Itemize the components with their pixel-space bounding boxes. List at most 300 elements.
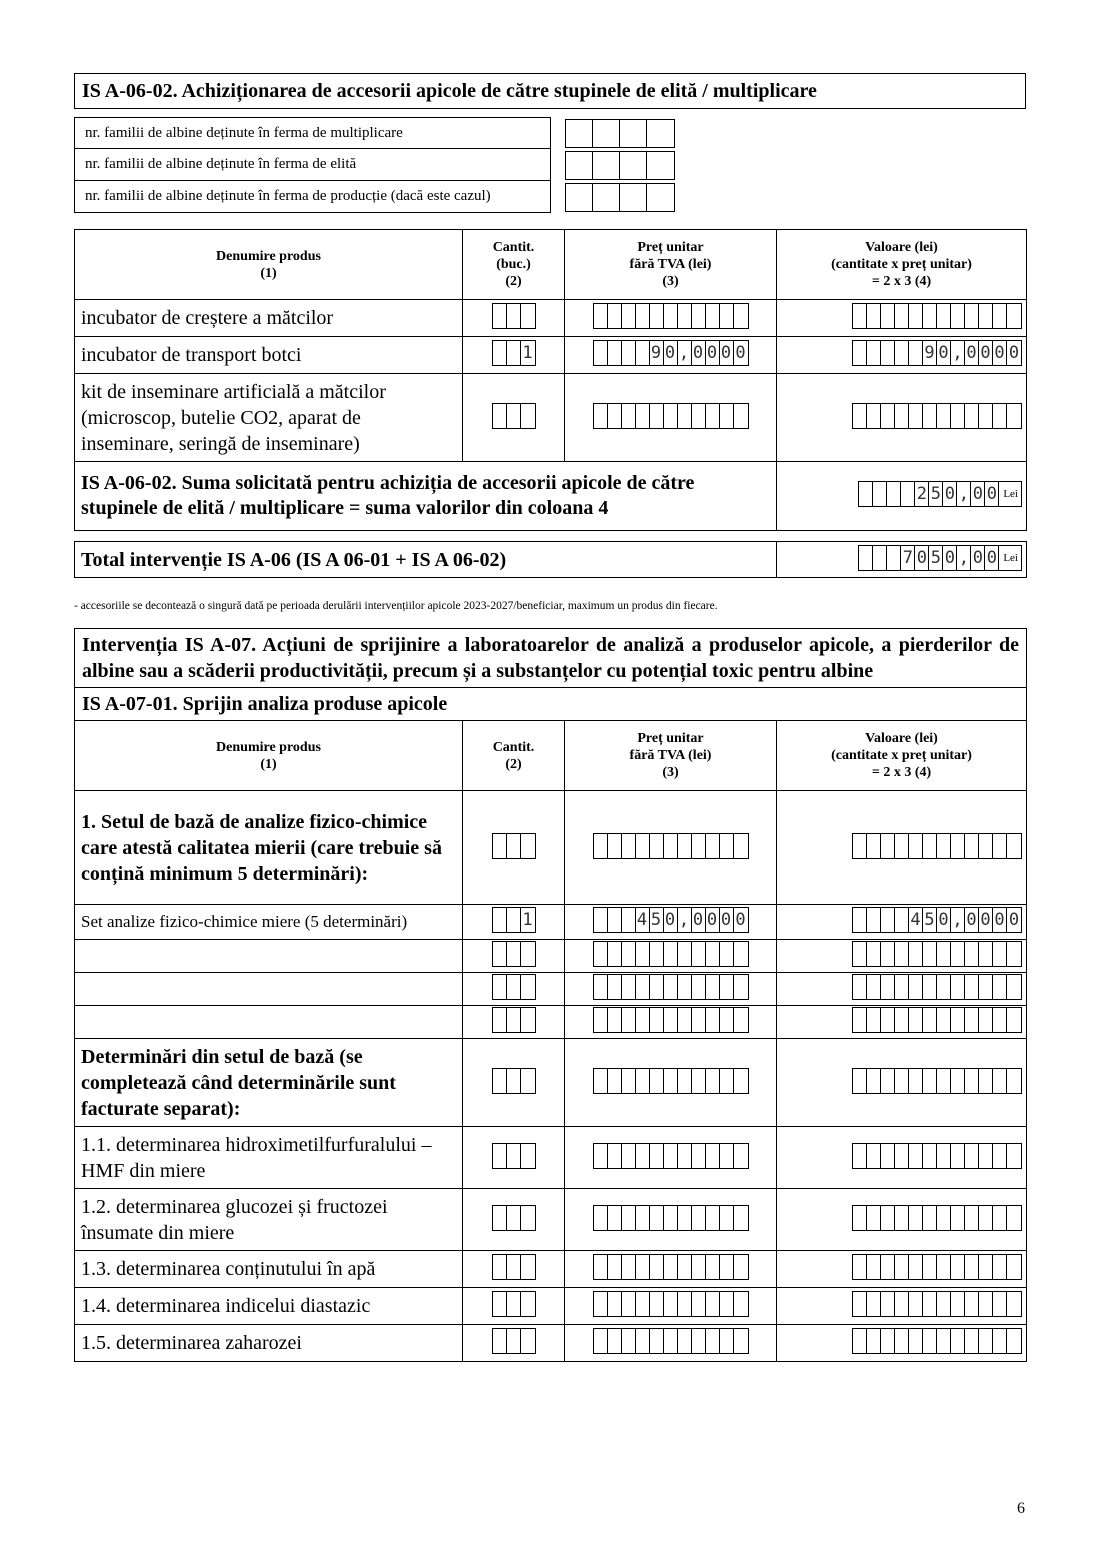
char-cell <box>692 1069 706 1093</box>
value-input[interactable] <box>852 1143 1022 1169</box>
char-cell <box>594 304 608 328</box>
value-cell <box>777 905 1027 940</box>
family-count-boxes <box>565 183 675 212</box>
char-cell: 5 <box>929 482 943 506</box>
char-cell <box>678 1255 692 1279</box>
char-cell <box>720 1008 734 1032</box>
char-cell <box>507 404 521 428</box>
char-cell <box>678 304 692 328</box>
product-name: incubator de transport botci <box>75 337 463 374</box>
char-cell <box>993 304 1007 328</box>
char-cell <box>622 1069 636 1093</box>
price-cell <box>565 1288 777 1325</box>
char-cell <box>937 1255 951 1279</box>
value-input[interactable] <box>852 941 1022 967</box>
table-a0602 <box>74 229 1027 531</box>
char-cell <box>1007 304 1021 328</box>
qty-cell <box>463 1251 565 1288</box>
char-cell <box>881 1292 895 1316</box>
char-cell <box>664 1329 678 1353</box>
char-cell <box>965 1008 979 1032</box>
char-cell <box>706 942 720 966</box>
total-table <box>74 541 1027 578</box>
char-cell <box>620 120 647 147</box>
char-cell <box>965 975 979 999</box>
char-cell <box>493 975 507 999</box>
qty-cell <box>463 905 565 940</box>
char-cell <box>873 482 887 506</box>
char-cell <box>720 1329 734 1353</box>
char-cell <box>692 1144 706 1168</box>
char-cell <box>678 834 692 858</box>
char-cell <box>734 304 748 328</box>
families-block <box>74 117 1026 213</box>
char-cell <box>678 1069 692 1093</box>
value-input[interactable] <box>852 403 1022 429</box>
product-name <box>75 1006 463 1039</box>
value-input[interactable] <box>852 907 1022 933</box>
char-cell <box>867 404 881 428</box>
price-cell <box>565 374 777 462</box>
char-cell <box>594 1144 608 1168</box>
char-cell <box>909 1292 923 1316</box>
char-cell: 0 <box>993 341 1007 365</box>
char-cell <box>622 1008 636 1032</box>
char-cell <box>923 942 937 966</box>
char-cell <box>493 404 507 428</box>
char-cell <box>706 1008 720 1032</box>
char-cell: 0 <box>965 908 979 932</box>
char-cell <box>493 1008 507 1032</box>
char-cell <box>895 404 909 428</box>
product-name: incubator de creștere a mătcilor <box>75 300 463 337</box>
char-cell <box>664 975 678 999</box>
char-cell <box>608 942 622 966</box>
char-cell <box>608 908 622 932</box>
char-cell <box>965 942 979 966</box>
qty-input[interactable] <box>492 1291 536 1317</box>
char-cell <box>636 341 650 365</box>
price-cell <box>565 1189 777 1251</box>
char-cell <box>979 942 993 966</box>
char-cell <box>622 304 636 328</box>
char-cell <box>608 834 622 858</box>
char-cell <box>895 1255 909 1279</box>
char-cell <box>493 304 507 328</box>
char-cell <box>636 1206 650 1230</box>
char-cell <box>622 1292 636 1316</box>
value-input[interactable] <box>852 1007 1022 1033</box>
char-cell <box>923 1206 937 1230</box>
price-input[interactable] <box>593 833 749 859</box>
char-cell <box>951 1144 965 1168</box>
section-a0701-subtitle: IS A-07-01. Sprijin analiza produse apicole <box>75 688 1027 721</box>
value-cell <box>777 940 1027 973</box>
price-cell <box>565 791 777 905</box>
header-col4: Valoare (lei) (cantitate x preț unitar) = 2 x 3 (4) <box>777 230 1027 300</box>
char-cell <box>937 1069 951 1093</box>
char-cell <box>636 1069 650 1093</box>
char-cell <box>650 942 664 966</box>
table-row <box>75 1039 1027 1127</box>
char-cell <box>937 404 951 428</box>
table-header <box>75 721 1027 791</box>
char-cell <box>692 304 706 328</box>
char-cell <box>965 1329 979 1353</box>
char-cell <box>1007 1144 1021 1168</box>
char-cell <box>664 942 678 966</box>
char-cell <box>608 341 622 365</box>
header-col2: Cantit. (2) <box>463 721 565 791</box>
char-cell <box>622 404 636 428</box>
char-cell <box>594 1255 608 1279</box>
qty-input[interactable] <box>492 1254 536 1280</box>
char-cell <box>867 341 881 365</box>
char-cell <box>965 1206 979 1230</box>
currency-label: Lei <box>1003 551 1018 564</box>
price-input[interactable] <box>593 303 749 329</box>
char-cell <box>720 975 734 999</box>
price-input[interactable] <box>593 974 749 1000</box>
qty-input[interactable] <box>492 1068 536 1094</box>
total-value-input[interactable] <box>858 545 1022 571</box>
char-cell <box>937 1329 951 1353</box>
char-cell <box>650 1069 664 1093</box>
qty-input[interactable] <box>492 941 536 967</box>
char-cell <box>650 404 664 428</box>
char-cell <box>521 975 535 999</box>
char-cell <box>909 1329 923 1353</box>
char-cell <box>594 834 608 858</box>
char-cell <box>720 1255 734 1279</box>
char-cell <box>720 1144 734 1168</box>
value-input[interactable] <box>852 1328 1022 1354</box>
char-cell <box>909 341 923 365</box>
char-cell <box>923 1329 937 1353</box>
char-cell <box>692 1329 706 1353</box>
char-cell: 4 <box>636 908 650 932</box>
qty-input[interactable] <box>492 974 536 1000</box>
price-input[interactable] <box>593 1328 749 1354</box>
value-input[interactable] <box>852 1254 1022 1280</box>
char-cell <box>937 942 951 966</box>
char-cell <box>923 304 937 328</box>
char-cell <box>923 1292 937 1316</box>
char-cell <box>636 1329 650 1353</box>
char-cell <box>951 1255 965 1279</box>
char-cell <box>622 834 636 858</box>
product-name: Set analize fizico-chimice miere (5 determinări) <box>75 905 463 940</box>
char-cell <box>521 304 535 328</box>
char-cell <box>622 1329 636 1353</box>
char-cell: 5 <box>929 546 943 570</box>
header-col2: Cantit. (buc.) (2) <box>463 230 565 300</box>
char-cell <box>979 1255 993 1279</box>
price-cell <box>565 300 777 337</box>
char-cell <box>678 942 692 966</box>
char-cell <box>706 834 720 858</box>
char-cell <box>909 942 923 966</box>
char-cell <box>507 1292 521 1316</box>
product-name <box>75 973 463 1006</box>
qty-input[interactable] <box>492 1328 536 1354</box>
char-cell <box>1007 1069 1021 1093</box>
char-cell <box>881 341 895 365</box>
char-cell <box>692 834 706 858</box>
char-cell <box>594 908 608 932</box>
price-input[interactable] <box>593 1143 749 1169</box>
char-cell <box>923 1255 937 1279</box>
qty-input[interactable] <box>492 1205 536 1231</box>
char-cell <box>664 1008 678 1032</box>
qty-input[interactable] <box>492 340 536 366</box>
char-cell <box>636 404 650 428</box>
char-cell <box>566 120 593 147</box>
char-cell: 1 <box>522 343 533 363</box>
char-cell <box>965 404 979 428</box>
char-cell <box>923 404 937 428</box>
char-cell <box>706 1329 720 1353</box>
header-col4: Valoare (lei) (cantitate x preț unitar) = 2 x 3 (4) <box>777 721 1027 791</box>
char-cell <box>622 1255 636 1279</box>
char-cell <box>636 1144 650 1168</box>
char-cell <box>965 1255 979 1279</box>
product-name <box>75 940 463 973</box>
char-cell <box>993 975 1007 999</box>
char-cell <box>692 1292 706 1316</box>
price-input[interactable] <box>593 403 749 429</box>
value-input[interactable] <box>852 1068 1022 1094</box>
qty-input[interactable] <box>492 403 536 429</box>
char-cell <box>993 1008 1007 1032</box>
char-cell <box>678 975 692 999</box>
table-row <box>75 905 1027 940</box>
value-cell <box>777 791 1027 905</box>
char-cell <box>594 1329 608 1353</box>
price-input[interactable] <box>593 1205 749 1231</box>
char-cell <box>521 1069 535 1093</box>
char-cell <box>608 1008 622 1032</box>
char-cell <box>951 304 965 328</box>
char-cell <box>853 1292 867 1316</box>
char-cell <box>923 834 937 858</box>
char-cell <box>521 1292 535 1316</box>
char-cell <box>594 942 608 966</box>
section-a0602-title: IS A-06-02. Achiziționarea de accesorii apicole de către stupinele de elită / multiplicare <box>74 73 1026 109</box>
char-cell <box>859 482 873 506</box>
qty-input[interactable] <box>492 303 536 329</box>
char-cell: , <box>678 908 692 932</box>
char-cell <box>664 304 678 328</box>
char-cell <box>493 908 507 932</box>
value-cell <box>777 300 1027 337</box>
char-cell <box>734 1255 748 1279</box>
char-cell: 0 <box>1008 343 1020 363</box>
sum-row <box>75 462 1027 531</box>
char-cell <box>521 1329 535 1353</box>
char-cell <box>622 1206 636 1230</box>
qty-cell <box>463 1127 565 1189</box>
char-cell <box>594 1008 608 1032</box>
char-cell <box>895 1206 909 1230</box>
char-cell <box>664 1069 678 1093</box>
char-cell <box>608 975 622 999</box>
char-cell <box>979 975 993 999</box>
char-cell <box>951 1292 965 1316</box>
char-cell <box>706 1255 720 1279</box>
char-cell <box>937 1206 951 1230</box>
char-cell <box>881 975 895 999</box>
char-cell <box>678 1008 692 1032</box>
price-cell <box>565 973 777 1006</box>
value-input[interactable] <box>852 974 1022 1000</box>
value-input[interactable] <box>852 303 1022 329</box>
char-cell: 0 <box>979 341 993 365</box>
family-count-input[interactable] <box>565 119 675 148</box>
char-cell <box>1007 1008 1021 1032</box>
char-cell: , <box>951 341 965 365</box>
char-cell <box>622 975 636 999</box>
char-cell <box>706 304 720 328</box>
price-input[interactable] <box>593 1007 749 1033</box>
char-cell <box>895 834 909 858</box>
char-cell: 9 <box>650 341 664 365</box>
char-cell <box>867 834 881 858</box>
table-row <box>75 791 1027 905</box>
char-cell: 7 <box>901 546 915 570</box>
qty-cell <box>463 374 565 462</box>
char-cell <box>650 1206 664 1230</box>
char-cell <box>859 546 873 570</box>
char-cell <box>993 1206 1007 1230</box>
char-cell <box>923 975 937 999</box>
char-cell: 9 <box>923 341 937 365</box>
char-cell <box>895 1329 909 1353</box>
char-cell <box>881 404 895 428</box>
total-label: Total intervenție IS A-06 (IS A 06-01 + IS A 06-02) <box>75 542 777 578</box>
char-cell <box>895 975 909 999</box>
char-cell <box>636 975 650 999</box>
value-input[interactable] <box>852 1291 1022 1317</box>
char-cell <box>608 1329 622 1353</box>
char-cell: 0 <box>943 546 957 570</box>
qty-input[interactable] <box>492 1007 536 1033</box>
table-row <box>75 374 1027 462</box>
char-cell <box>664 1144 678 1168</box>
char-cell <box>881 942 895 966</box>
char-cell <box>895 1069 909 1093</box>
sum-value-input[interactable] <box>858 481 1022 507</box>
char-cell <box>636 942 650 966</box>
char-cell <box>993 942 1007 966</box>
char-cell <box>867 1292 881 1316</box>
char-cell <box>507 341 521 365</box>
char-cell <box>734 1008 748 1032</box>
table-row <box>75 940 1027 973</box>
char-cell <box>853 1069 867 1093</box>
header-col1: Denumire produs (1) <box>75 721 463 791</box>
price-cell <box>565 1039 777 1127</box>
char-cell <box>895 1008 909 1032</box>
price-input[interactable] <box>593 1254 749 1280</box>
char-cell <box>853 1255 867 1279</box>
qty-input[interactable] <box>492 907 536 933</box>
char-cell <box>608 304 622 328</box>
price-cell <box>565 1251 777 1288</box>
value-input[interactable] <box>852 833 1022 859</box>
price-input[interactable] <box>593 1291 749 1317</box>
char-cell: 4 <box>909 908 923 932</box>
char-cell <box>706 1292 720 1316</box>
family-count-input[interactable] <box>565 151 675 180</box>
qty-cell <box>463 973 565 1006</box>
qty-cell <box>463 1189 565 1251</box>
char-cell: 0 <box>971 482 985 506</box>
value-cell <box>777 1127 1027 1189</box>
price-input[interactable] <box>593 907 749 933</box>
char-cell <box>647 120 674 147</box>
char-cell <box>881 304 895 328</box>
char-cell <box>521 1008 535 1032</box>
char-cell <box>521 1144 535 1168</box>
qty-input[interactable] <box>492 833 536 859</box>
char-cell <box>706 975 720 999</box>
char-cell <box>593 184 620 211</box>
char-cell <box>965 1292 979 1316</box>
char-cell <box>979 1069 993 1093</box>
char-cell <box>692 404 706 428</box>
char-cell <box>979 1008 993 1032</box>
char-cell <box>881 1206 895 1230</box>
char-cell: 0 <box>979 908 993 932</box>
char-cell <box>895 1144 909 1168</box>
value-input[interactable] <box>852 340 1022 366</box>
qty-cell <box>463 337 565 374</box>
char-cell <box>951 1206 965 1230</box>
family-count-row <box>74 149 1026 181</box>
char-cell <box>937 1292 951 1316</box>
qty-cell <box>463 940 565 973</box>
qty-cell <box>463 1288 565 1325</box>
price-input[interactable] <box>593 1068 749 1094</box>
char-cell <box>965 304 979 328</box>
char-cell <box>979 1206 993 1230</box>
char-cell <box>720 1206 734 1230</box>
family-count-input[interactable] <box>565 183 675 212</box>
value-input[interactable] <box>852 1205 1022 1231</box>
char-cell <box>979 1292 993 1316</box>
char-cell <box>507 1008 521 1032</box>
char-cell <box>853 1206 867 1230</box>
char-cell <box>853 834 867 858</box>
page-number: 6 <box>1017 1500 1025 1517</box>
price-input[interactable] <box>593 941 749 967</box>
char-cell <box>594 341 608 365</box>
char-cell <box>566 184 593 211</box>
value-cell <box>777 1039 1027 1127</box>
char-cell <box>594 1206 608 1230</box>
value-cell <box>777 1288 1027 1325</box>
char-cell <box>867 1069 881 1093</box>
char-cell: 0 <box>706 341 720 365</box>
qty-input[interactable] <box>492 1143 536 1169</box>
char-cell <box>853 975 867 999</box>
price-input[interactable] <box>593 340 749 366</box>
value-cell <box>777 337 1027 374</box>
currency-label: Lei <box>1003 488 1018 500</box>
char-cell: , <box>957 482 971 506</box>
char-cell <box>678 404 692 428</box>
